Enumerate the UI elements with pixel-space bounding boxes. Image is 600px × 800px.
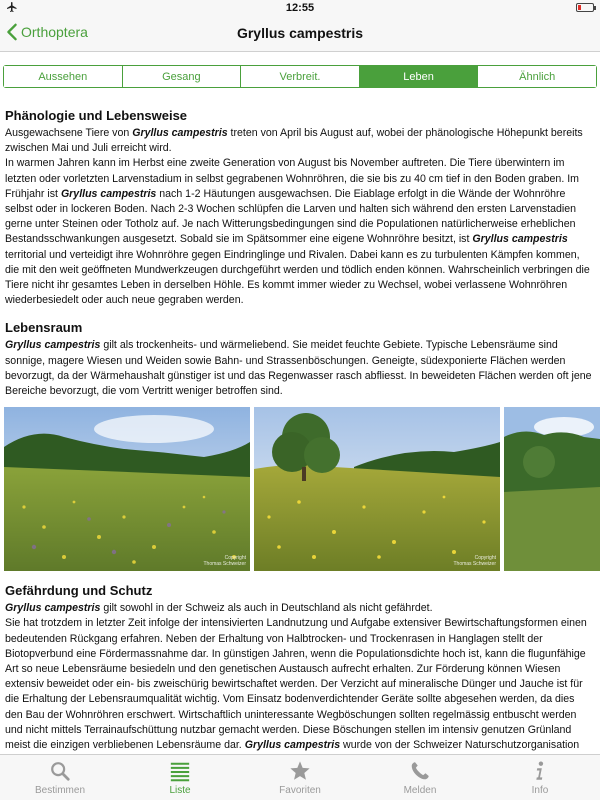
segment-gesang[interactable]: Gesang <box>123 66 242 87</box>
tab-label: Info <box>531 785 549 796</box>
status-bar <box>0 0 600 16</box>
segment-verbreitung[interactable]: Verbreit. <box>241 66 360 87</box>
content-scroll-area[interactable] <box>5 96 595 754</box>
paragraph-gefaehrdung-1: Gryllus campestris gilt sowohl in der Schweiz als auch in Deutschland als nicht gefährdet. <box>5 602 433 615</box>
habitat-photo-strip[interactable] <box>0 407 600 571</box>
paragraph-phaenologie-1: Ausgewachsene Tiere von Gryllus campestris treten von April bis August auf, wobei der phänologische Höhepunkt bereits zwischen Mai und Juli erreicht wird. <box>5 127 583 155</box>
photo-credit: Copyright Thomas Schweizer <box>453 555 496 568</box>
paragraph-phaenologie-2: In warmen Jahren kann im Herbst eine zweite Generation von August bis November auftreten. Die Tiere überwintern im letzten oder vorletzten Larvenstadium in selbst gegrabenen Wohnröhren, die sie bis zu 40 cm tief in den Boden graben. Im Frühjahr ist Gryllus campestris nach 1-2 Häutungen ausgewachsen. Die Eiablage erfolgt in die Wände der Wohnröhre selbst oder in lockeren Boden. Nach 2-3 Wochen schlüpfen die Larven und halten sich während den ersten Larvenstadien gerne unter Steinen oder Totholz auf. Je nach Witterungsbedingungen sind die Populationen natürlicherweise erheblichen Bestandsschwankungen ausgesetzt. Sobald sie im Spätsommer eine eigene Wohnröhre besitzt, ist Gryllus campestris territorial und verteidigt ihre Wohnröhre gegen Eindringlinge und Rivalen. Dabei kann es zu turbulenten Kämpfen kommen, die mit den weit geöffneten Mundwerkzeugen durchgeführt werden und tödlich enden können. Wahrscheinlich verbringen die Tiere nicht ihr gesamtes Leben in derselben Höhle. Es kommt immer wieder zu Wechsel, wobei verlassene Wohnröhren wiederbesiedelt oder auch neue gegraben werden. <box>5 157 590 307</box>
segmented-control <box>3 65 597 88</box>
star-icon <box>289 760 311 782</box>
species-name: Gryllus campestris <box>244 739 341 752</box>
segment-aussehen[interactable]: Aussehen <box>4 66 123 87</box>
list-icon <box>169 760 191 782</box>
tab-favoriten[interactable] <box>240 755 360 800</box>
section-heading-phaenologie: Phänologie und Lebensweise <box>5 108 188 123</box>
tab-melden[interactable] <box>360 755 480 800</box>
phone-icon <box>409 760 431 782</box>
habitat-photo-3[interactable] <box>504 407 600 571</box>
page-title: Gryllus campestris <box>236 25 364 41</box>
habitat-photo-1[interactable] <box>4 407 250 571</box>
search-icon <box>49 760 71 782</box>
tab-liste[interactable] <box>120 755 240 800</box>
species-name: Gryllus campestris <box>60 187 157 200</box>
tab-label: Favoriten <box>279 785 321 796</box>
chevron-left-icon <box>6 23 18 41</box>
tab-info[interactable] <box>480 755 600 800</box>
species-name: Gryllus campestris <box>5 602 101 615</box>
back-button[interactable] <box>6 23 88 41</box>
species-name: Gryllus campestris <box>472 233 568 246</box>
species-name: Gryllus campestris <box>132 127 228 139</box>
back-label: Orthoptera <box>21 24 88 40</box>
section-heading-lebensraum: Lebensraum <box>5 320 83 336</box>
tab-label: Liste <box>169 785 191 796</box>
tab-bar <box>0 754 600 800</box>
photo-credit: Copyright Thomas Schweizer <box>203 555 246 568</box>
navigation-bar <box>0 16 600 52</box>
info-icon <box>529 760 551 782</box>
tab-label: Melden <box>403 785 437 796</box>
species-name: Gryllus campestris <box>5 339 101 352</box>
paragraph-lebensraum: Gryllus campestris gilt als trockenheits- und wärmeliebend. Sie meidet feuchte Gebiete. Typische Lebensräume sind sonnige, magere Wiesen und Weiden sowie Bahn- und Strassenböschungen. Geneigte, südexponierte Flächen werden bevorzugt, da der Wärmehaushalt günstiger ist und das Regenwasser rasch abfliesst. In beweideten Flächen werden oft jene Bereiche bevorzugt, die vom Vertritt weniger betroffen sind. <box>5 339 592 398</box>
paragraph-gefaehrdung-2: Sie hat trotzdem in letzter Zeit infolge der intensivierten Landnutzung und Aufgabe extensiver Bewirtschaftungsformen einen bedeutenden Rückgang erfahren. Neben der Erhaltung von Halbtrocken- und Trockenrasen in Hanglagen stellt der Biotopverbund eine Fördermassnahme dar. In günstigen Jahren, wenn die Populationsdichte hoch ist, kann die flugunfähige Art so neue Lebensräume besiedeln und den genetischen Austausch aufrecht erhalten. Zur Förderung können Wiesen extensiv beweidet oder ein- bis zweischürig bewirtschaftet werden. Der Verzicht auf mineralische Dünger und Jauche ist für die Erhaltung der Lebensraumqualität wichtig. Vom Einsatz bodenverdichtender Geräte sollte abgesehen werden, da dies den Bau der Wohnröhren erschwert. Wirtschaftlich uninteressante Wegböschungen sollten regelmässig entbuscht werden und nicht mittels Terrainaufschüttung nutzbar gemacht werden. Diese Böschungen stellen im intensiv genutzen Grünland meist die einzigen verbliebenen Lebensräume dar. Gryllus campestris wurde von der Schweizer Naturschutzorganisation <box>5 617 587 752</box>
habitat-photo-2[interactable] <box>254 407 500 571</box>
tab-bestimmen[interactable] <box>0 755 120 800</box>
segment-leben[interactable]: Leben <box>360 66 479 87</box>
status-time: 12:55 <box>285 2 315 14</box>
battery-icon <box>576 3 594 12</box>
tab-label: Bestimmen <box>34 785 85 796</box>
segment-aehnlich[interactable]: Ähnlich <box>478 66 596 87</box>
section-heading-gefaehrdung: Gefährdung und Schutz <box>5 583 153 599</box>
